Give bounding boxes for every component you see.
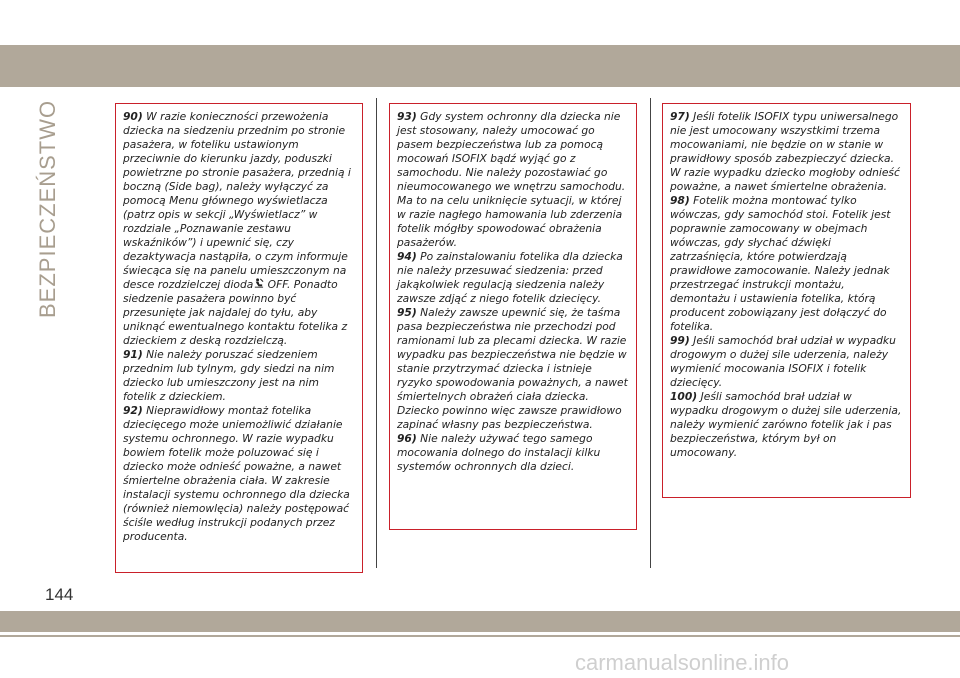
warning-93: 93) Gdy system ochronny dla dziecka nie jest stosowany, należy umocować go pasem bezpieczeństwa lub za pomocą mocowań ISOFIX bądź wyjąć go z samochodu. Nie należy pozostawiać go nieumocowanego we wnętrzu samochodu. Ma to na celu uniknięcie sytuacji, w której w razie nagłego hamowania lub zderzenia fotelik mógłby spowodować obrażenia pasażerów. bbox=[397, 110, 626, 249]
warning-99: 99) Jeśli samochód brał udział w wypadku drogowym o dużej sile uderzenia, należy wymienić mocowania ISOFIX i fotelik dziecięcy. bbox=[670, 334, 896, 389]
warning-96: 96) Nie należy używać tego samego mocowania dolnego do instalacji kilku systemów ochronnych dla dzieci. bbox=[397, 432, 601, 473]
warning-90: 90) W razie konieczności przewożenia dziecka na siedzeniu przednim po stronie pasażera, w foteliku ustawionym przeciwnie do kierunku jazdy, poduszki powietrzne po stronie pasażera, przednią i boczną (Side bag), należy wyłączyć za pomocą Menu głównego wyświetlacza (patrz opis w sekcji „Wyświetlacz” w rozdziale „Poznawanie zestawu wskaźników”) i upewnić się, czy dezaktywacja nastąpiła, o czym informuje świecąca się na panelu umieszczonym na desce rozdzielczej dioda OFF. Ponadto siedzenie pasażera powinno być przesunięte jak najdalej do tyłu, aby uniknąć ewentualnego kontaktu fotelika z dzieckiem z deską rozdzielczą. bbox=[123, 110, 351, 347]
page-number: 144 bbox=[45, 585, 74, 604]
warning-98: 98) Fotelik można montować tylko wówczas, gdy samochód stoi. Fotelik jest poprawnie zamocowany w obejmach wówczas, gdy słychać dźwięki zatrzaśnięcia, które potwierdzają prawidłowe zamocowanie. Należy jednak przestrzegać instrukcji montażu, demontażu i ustawienia fotelika, którą producent zobowiązany jest dołączyć do fotelika. bbox=[670, 194, 891, 333]
warning-91: 91) Nie należy poruszać siedzeniem przednim lub tylnym, gdy siedzi na nim dziecko lub umieszczony jest na nim fotelik z dzieckiem. bbox=[123, 348, 335, 403]
header-band bbox=[0, 45, 960, 87]
watermark: carmanualsonline.info bbox=[575, 650, 790, 675]
footer-line bbox=[0, 635, 960, 637]
section-title: BEZPIECZEŃSTWO bbox=[35, 99, 60, 318]
warning-box-1 bbox=[115, 103, 363, 573]
warning-97: 97) Jeśli fotelik ISOFIX typu uniwersalnego nie jest umocowany wszystkimi trzema mocowaniami, nie będzie on w stanie w prawidłowy sposób zabezpieczyć dziecka. W razie wypadku dziecko mogłoby odnieść poważne, a nawet śmiertelne obrażenia. bbox=[670, 110, 900, 193]
warning-95: 95) Należy zawsze upewnić się, że taśma pasa bezpieczeństwa nie przechodzi pod ramionami lub za plecami dziecka. W razie wypadku pas bezpieczeństwa nie będzie w stanie przytrzymać dziecka i istnieje ryzyko spowodowania poważnych, a nawet śmiertelnych obrażeń ciała dziecka. Dziecko powinno więc zawsze prawidłowo zapinać własny pas bezpieczeństwa. bbox=[397, 306, 628, 431]
passenger-airbag-icon bbox=[253, 278, 264, 289]
warning-box-2 bbox=[389, 103, 637, 530]
warning-100: 100) Jeśli samochód brał udział w wypadku drogowym o dużej sile uderzenia, należy wymienić zarówno fotelik jak i pas bezpieczeństwa, którym był on umocowany. bbox=[670, 390, 902, 459]
footer-band bbox=[0, 611, 960, 632]
warning-92: 92) Nieprawidłowy montaż fotelika dziecięcego może uniemożliwić działanie systemu ochronnego. W razie wypadku bowiem fotelik może poluzować się i dziecko może odnieść poważne, a nawet śmiertelne obrażenia ciała. W zakresie instalacji systemu ochronnego dla dziecka (również niemowlęcia) należy postępować ściśle według instrukcji podanych przez producenta. bbox=[123, 404, 350, 543]
warning-94: 94) Po zainstalowaniu fotelika dla dziecka nie należy przesuwać siedzenia: przed jakąkolwiek regulacją siedzenia należy zawsze zdjąć z niego fotelik dziecięcy. bbox=[397, 250, 623, 305]
column-divider-2 bbox=[650, 98, 651, 568]
warning-box-3 bbox=[662, 103, 911, 498]
column-divider-1 bbox=[376, 98, 377, 568]
